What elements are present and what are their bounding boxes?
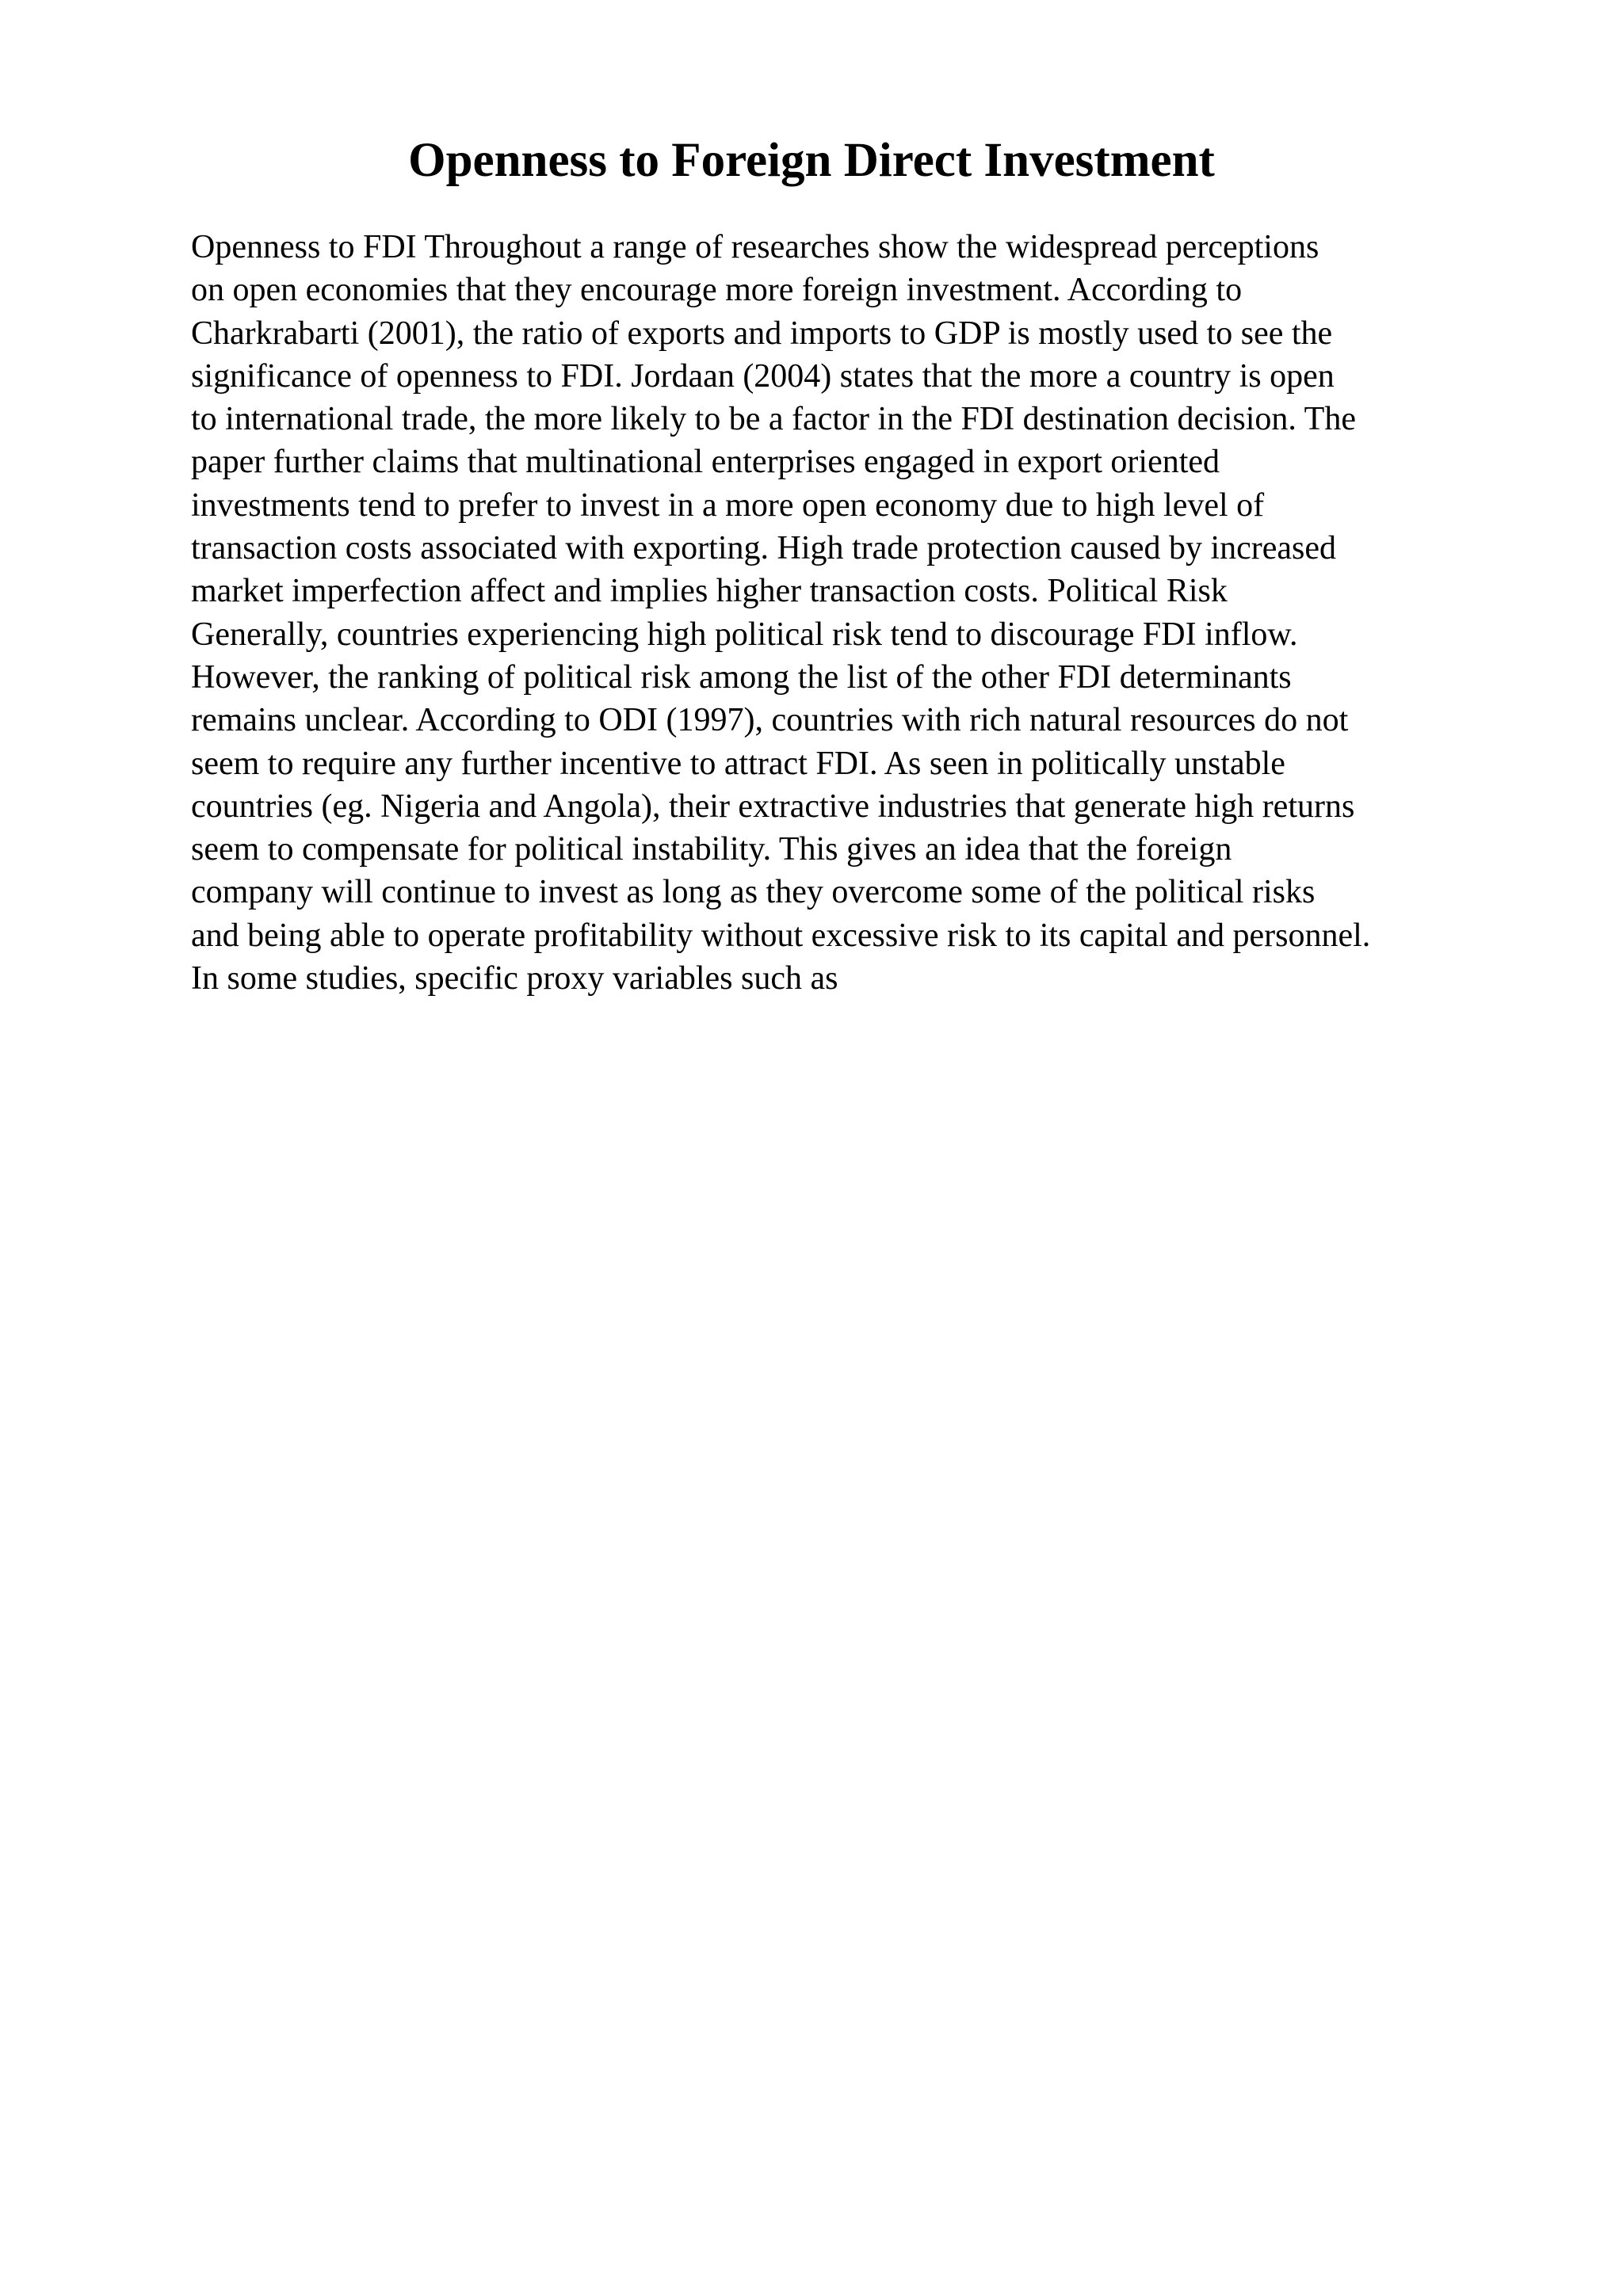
- body-line: countries (eg. Nigeria and Angola), their extractive industries that generate high returns: [191, 788, 1355, 825]
- body-line: Generally, countries experiencing high political risk tend to discourage FDI inflow.: [191, 616, 1298, 653]
- body-line: company will continue to invest as long as they overcome some of the political risks: [191, 874, 1316, 911]
- body-line: investments tend to prefer to invest in a more open economy due to high level of: [191, 486, 1265, 524]
- body-line: Openness to FDI Throughout a range of researches show the widespread perceptions: [191, 229, 1319, 265]
- body-line: market imperfection affect and implies higher transaction costs. Political Risk: [191, 573, 1228, 610]
- body-line: remains unclear. According to ODI (1997), countries with rich natural resources do not: [191, 702, 1349, 739]
- body-line: seem to compensate for political instability. This gives an idea that the foreign: [191, 831, 1232, 868]
- document-body: [191, 226, 1554, 1000]
- document-title: Openness to Foreign Direct Investment: [408, 134, 1215, 187]
- body-line: However, the ranking of political risk among the list of the other FDI determinants: [191, 658, 1292, 696]
- body-line: seem to require any further incentive to attract FDI. As seen in politically unstable: [191, 745, 1285, 782]
- body-line: transaction costs associated with exporting. High trade protection caused by increased: [191, 530, 1337, 567]
- body-line: on open economies that they encourage more foreign investment. According to: [191, 272, 1243, 309]
- body-line: to international trade, the more likely to be a factor in the FDI destination decision. The: [191, 401, 1356, 438]
- body-line: and being able to operate profitability without excessive risk to its capital and personnel.: [191, 917, 1371, 954]
- body-line: paper further claims that multinational enterprises engaged in export oriented: [191, 444, 1220, 481]
- body-line: Charkrabarti (2001), the ratio of exports and imports to GDP is mostly used to see the: [191, 315, 1333, 352]
- body-line: In some studies, specific proxy variables such as: [191, 960, 838, 997]
- body-line: significance of openness to FDI. Jordaan (2004) states that the more a country is open: [191, 357, 1335, 395]
